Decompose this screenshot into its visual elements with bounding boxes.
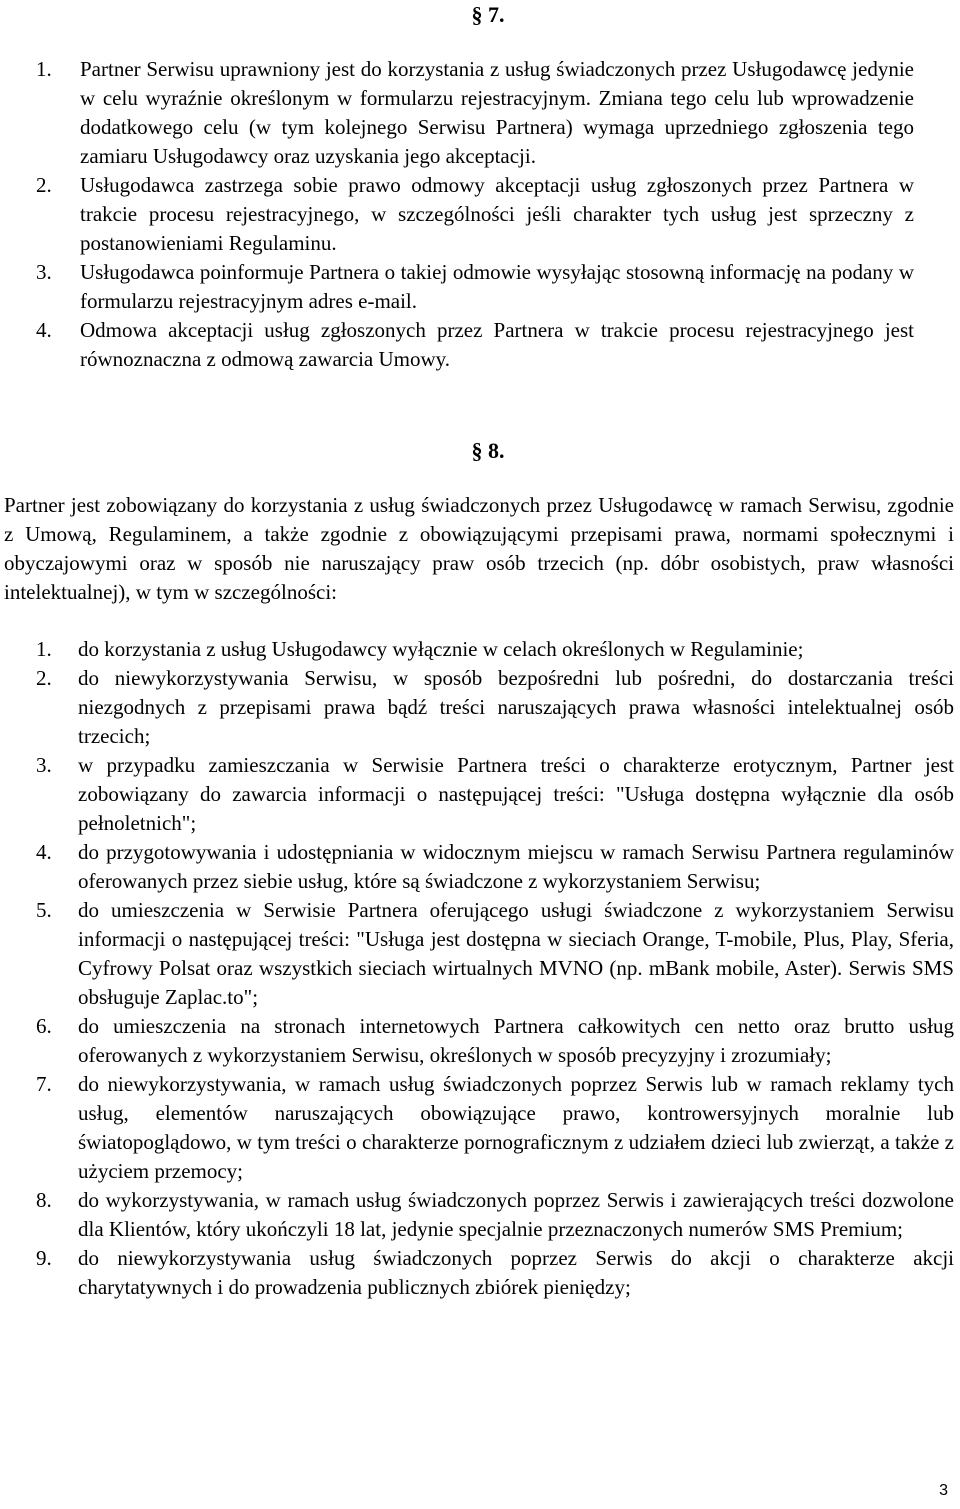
item-text: do niewykorzystywania usług świadczonych poprzez Serwis do akcji o charakterze akcji charytatywnych i do prowadzenia publicznych zbiórek pieniędzy; [78, 1246, 954, 1299]
item-text: Usługodawca zastrzega sobie prawo odmowy akceptacji usług zgłoszonych przez Partnera w trakcie procesu rejestracyjnego, w szczególności jeśli charakter tych usług jest sprzeczny z postanowieniami Regulaminu. [80, 173, 914, 255]
list-item [36, 838, 954, 896]
item-number: 7. [36, 1072, 52, 1096]
item-number: 5. [36, 898, 52, 922]
item-number: 1. [36, 57, 52, 81]
item-text: do umieszczenia w Serwisie Partnera oferującego usługi świadczone z wykorzystaniem Serwisu informacji o następującej treści: "Usługa jest dostępna w sieciach Orange, T-mobile, Plus, Play, Sferia, Cyfrowy Polsat oraz wszystkich sieciach wirtualnych MVNO (np. mBank mobile, Aster). Serwis SMS obsługuje Zaplac.to"; [78, 898, 954, 1009]
list-item [36, 664, 954, 751]
item-number: 3. [36, 260, 52, 284]
list-item [36, 316, 914, 374]
item-number: 6. [36, 1014, 52, 1038]
list-item [36, 896, 954, 1012]
item-text: do korzystania z usług Usługodawcy wyłącznie w celach określonych w Regulaminie; [78, 637, 804, 661]
list-item [36, 751, 954, 838]
section-7-list [36, 55, 914, 374]
item-number: 9. [36, 1246, 52, 1270]
item-number: 4. [36, 840, 52, 864]
list-item [36, 258, 914, 316]
list-item [36, 171, 914, 258]
list-item [36, 1244, 954, 1302]
item-text: Partner Serwisu uprawniony jest do korzystania z usług świadczonych przez Usługodawcę jedynie w celu wyraźnie określonym w formularzu rejestracyjnym. Zmiana tego celu lub wprowadzenie dodatkowego celu (w tym kolejnego Serwisu Partnera) wymaga uprzedniego zgłoszenia tego zamiaru Usługodawcy oraz uzyskania jego akceptacji. [80, 57, 914, 168]
item-text: do niewykorzystywania, w ramach usług świadczonych poprzez Serwis lub w ramach reklamy tych usług, elementów naruszających obowiązujące prawo, kontrowersyjnych moralnie lub światopoglądowo, w tym treści o charakterze pornograficznym z udziałem dzieci lub zwierząt, a także z użyciem przemocy; [78, 1072, 954, 1183]
list-item [36, 1012, 954, 1070]
item-text: do niewykorzystywania Serwisu, w sposób bezpośredni lub pośredni, do dostarczania treści niezgodnych z przepisami prawa bądź treści naruszających prawa własności intelektualnej osób trzecich; [78, 666, 954, 748]
page-number: 3 [939, 1482, 948, 1499]
section-8-list [36, 635, 954, 1302]
list-item [36, 1070, 954, 1186]
list-item [36, 635, 954, 664]
section-7-heading: § 7. [471, 2, 505, 27]
item-number: 3. [36, 753, 52, 777]
item-text: Usługodawca poinformuje Partnera o takiej odmowie wysyłając stosowną informację na podany w formularzu rejestracyjnym adres e-mail. [80, 260, 914, 313]
item-number: 8. [36, 1188, 52, 1212]
item-text: Odmowa akceptacji usług zgłoszonych przez Partnera w trakcie procesu rejestracyjnego jest równoznaczna z odmową zawarcia Umowy. [80, 318, 914, 371]
item-text: do wykorzystywania, w ramach usług świadczonych poprzez Serwis i zawierających treści dozwolone dla Klientów, który ukończyli 18 lat, jedynie specjalnie przeznaczonych numerów SMS Premium; [78, 1188, 954, 1241]
item-number: 1. [36, 637, 52, 661]
list-item [36, 1186, 954, 1244]
section-8-intro: Partner jest zobowiązany do korzystania z usług świadczonych przez Usługodawcę w ramach Serwisu, zgodnie z Umową, Regulaminem, a także zgodnie z obowiązującymi przepisami prawa, normami społecznymi i obyczajowymi oraz w sposób nie naruszający praw osób trzecich (np. dóbr osobistych, praw własności intelektualnej), w tym w szczególności: [4, 493, 954, 604]
item-number: 4. [36, 318, 52, 342]
list-item [36, 55, 914, 171]
item-number: 2. [36, 173, 52, 197]
item-text: w przypadku zamieszczania w Serwisie Partnera treści o charakterze erotycznym, Partner jest zobowiązany do zawarcia informacji o następującej treści: "Usługa dostępna wyłącznie dla osób pełnoletnich"; [78, 753, 954, 835]
item-number: 2. [36, 666, 52, 690]
item-text: do przygotowywania i udostępniania w widocznym miejscu w ramach Serwisu Partnera regulaminów oferowanych przez siebie usług, które są świadczone z wykorzystaniem Serwisu; [78, 840, 954, 893]
section-8-heading: § 8. [471, 438, 505, 463]
item-text: do umieszczenia na stronach internetowych Partnera całkowitych cen netto oraz brutto usług oferowanych z wykorzystaniem Serwisu, określonych w sposób precyzyjny i zrozumiały; [78, 1014, 954, 1067]
